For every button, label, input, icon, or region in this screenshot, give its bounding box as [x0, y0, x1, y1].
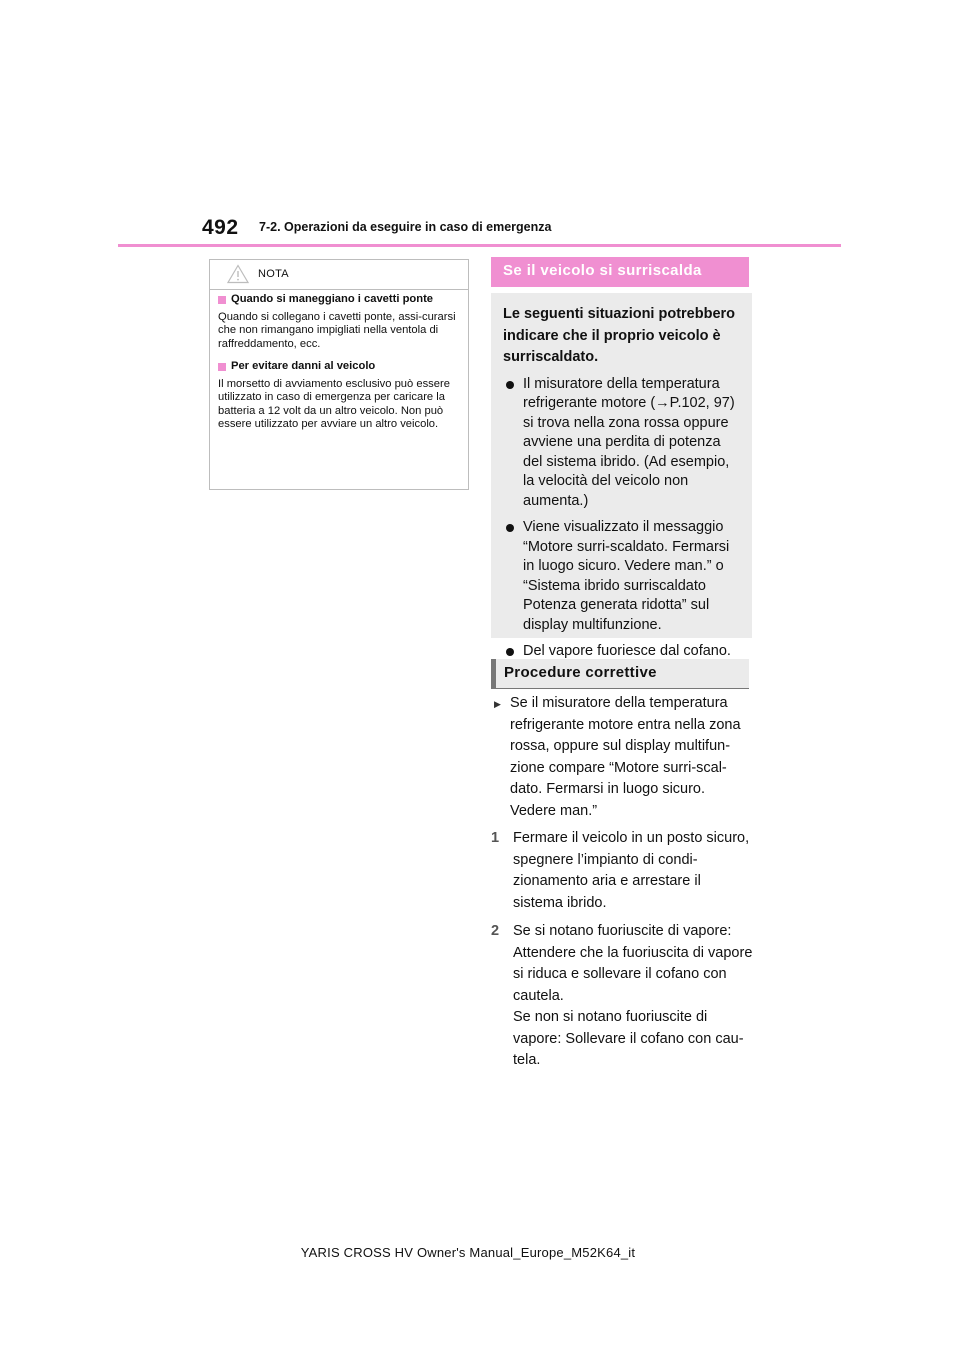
nota-subheading — [218, 360, 460, 374]
list-item-text: Il misuratore della temperatura refrigerante motore (→P.102, 97) si trova nella zona rossa oppure avviene una perdita di potenza del sistema ibrido. (Ad esempio, la velocità del veicolo non aumenta.) — [523, 375, 735, 509]
square-bullet-icon — [218, 296, 226, 304]
step-number: 2 — [491, 923, 500, 939]
condition-text: Se il misuratore della temperatura refrigerante motore entra nella zona rossa, oppure sul display multifun-zione compare “Motore surri-scal-dato. Fermarsi in luogo sicuro. Vedere man.” — [510, 695, 741, 819]
overheat-banner: Se il veicolo si surriscalda — [491, 257, 749, 287]
step-number: 1 — [491, 830, 500, 846]
step-item — [491, 828, 753, 914]
footer — [0, 1245, 960, 1260]
symptoms-intro: Le seguenti situazioni potrebbero indicare che il proprio veicolo è surriscaldato. — [503, 306, 736, 365]
bullet-dot-icon — [506, 381, 514, 389]
warning-triangle-icon — [227, 264, 249, 284]
condition-item — [491, 693, 753, 822]
bullet-dot-icon — [506, 524, 514, 532]
list-item — [503, 518, 740, 635]
nota-subheading-text: Per evitare danni al veicolo — [231, 360, 376, 372]
bullet-dot-icon — [506, 648, 514, 656]
step-line: Se si notano fuoriuscite di vapore: Attendere che la fuoriuscita di vapore si riduca e sollevare il cofano con cautela. — [513, 923, 753, 1004]
overheat-symptoms-box — [491, 293, 752, 659]
procedures-heading: Procedure correttive — [491, 659, 749, 689]
list-item-text: Del vapore fuoriesce dal cofano. — [523, 643, 731, 659]
arrow-right-icon: ▶ — [494, 699, 501, 709]
footer-text: YARIS CROSS HV Owner's Manual_Europe_M52K64_it — [300, 1245, 636, 1260]
step-item — [491, 921, 753, 1072]
step-line: Se non si notano fuoriuscite di vapore: Sollevare il cofano con cau-tela. — [513, 1009, 744, 1068]
procedures-body — [491, 693, 753, 1079]
nota-label: NOTA — [258, 268, 289, 280]
nota-paragraph: Il morsetto di avviamento esclusivo può essere utilizzato in caso di emergenza per caricare la batteria a 12 volt da un altro veicolo. Non può essere utilizzato per avviare un altro veicolo. — [218, 377, 450, 430]
nota-subheading-text: Quando si maneggiano i cavetti ponte — [231, 293, 434, 305]
page-number: 492 — [202, 216, 239, 239]
nota-paragraph: Quando si collegano i cavetti ponte, assi-curarsi che non rimangano impigliati nella ventola di raffreddamento, ecc. — [218, 310, 456, 350]
square-bullet-icon — [218, 363, 226, 371]
nota-box — [209, 259, 469, 490]
list-item-text: Viene visualizzato il messaggio “Motore surri-scaldato. Fermarsi in luogo sicuro. Vedere man.” o “Sistema ibrido surriscaldato Potenza generata ridotta” sul display multifunzione. — [523, 519, 730, 633]
nota-body — [210, 290, 468, 432]
step-text — [513, 921, 753, 1072]
list-item — [503, 375, 740, 512]
nota-header — [210, 260, 468, 290]
nota-subheading — [218, 293, 460, 307]
section-title: 7-2. Operazioni da eseguire in caso di emergenza — [259, 220, 552, 234]
step-text: Fermare il veicolo in un posto sicuro, spegnere l’impianto di condi-zionamento aria e arrestare il sistema ibrido. — [513, 830, 750, 911]
header-rule — [118, 244, 841, 247]
